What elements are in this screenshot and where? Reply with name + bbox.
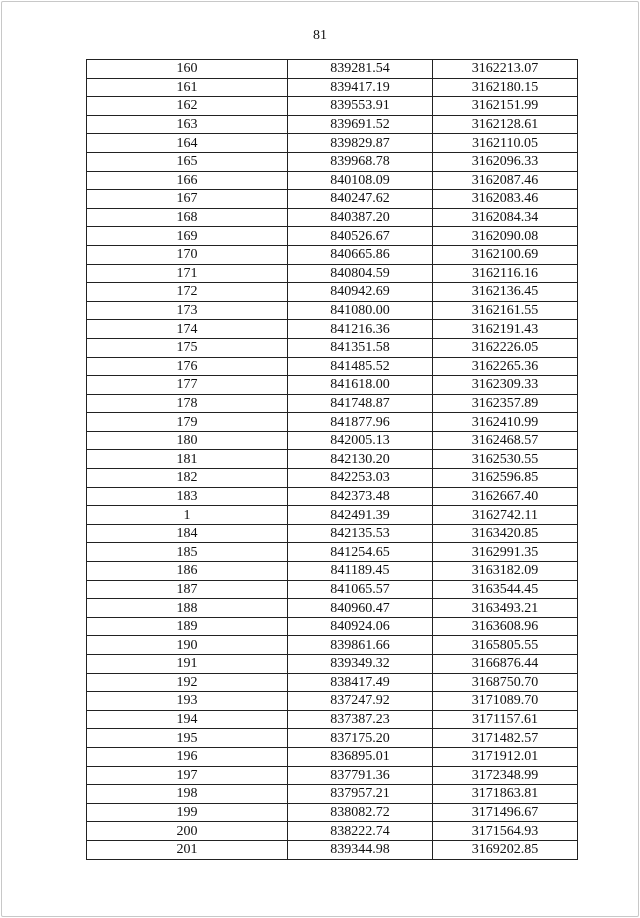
point-number-cell: 171 [87,264,288,283]
y-coordinate-cell: 3163544.45 [433,580,578,599]
table-row [87,543,578,562]
point-number-cell: 199 [87,803,288,822]
y-coordinate-cell: 3162161.55 [433,301,578,320]
table-row [87,747,578,766]
table-row [87,283,578,302]
table-row [87,208,578,227]
point-number-cell: 163 [87,115,288,134]
y-coordinate-cell: 3162265.36 [433,357,578,376]
table-row [87,115,578,134]
table-row [87,562,578,581]
point-number-cell: 170 [87,245,288,264]
point-number-cell: 168 [87,208,288,227]
y-coordinate-cell: 3162742.11 [433,506,578,525]
table-row [87,357,578,376]
point-number-cell: 179 [87,413,288,432]
point-number-cell: 174 [87,320,288,339]
y-coordinate-cell: 3171157.61 [433,710,578,729]
table-row [87,60,578,79]
x-coordinate-cell: 839349.32 [288,655,433,674]
x-coordinate-cell: 838222.74 [288,822,433,841]
x-coordinate-cell: 840247.62 [288,190,433,209]
point-number-cell: 166 [87,171,288,190]
point-number-cell: 187 [87,580,288,599]
x-coordinate-cell: 841877.96 [288,413,433,432]
point-number-cell: 1 [87,506,288,525]
table-row [87,227,578,246]
y-coordinate-cell: 3163608.96 [433,617,578,636]
point-number-cell: 172 [87,283,288,302]
table-row [87,320,578,339]
x-coordinate-cell: 840387.20 [288,208,433,227]
x-coordinate-cell: 838082.72 [288,803,433,822]
y-coordinate-cell: 3172348.99 [433,766,578,785]
point-number-cell: 193 [87,692,288,711]
x-coordinate-cell: 839553.91 [288,97,433,116]
y-coordinate-cell: 3171564.93 [433,822,578,841]
x-coordinate-cell: 838417.49 [288,673,433,692]
x-coordinate-cell: 837387.23 [288,710,433,729]
point-number-cell: 169 [87,227,288,246]
point-number-cell: 173 [87,301,288,320]
table-row [87,394,578,413]
y-coordinate-cell: 3166876.44 [433,655,578,674]
x-coordinate-cell: 842130.20 [288,450,433,469]
point-number-cell: 176 [87,357,288,376]
y-coordinate-cell: 3162530.55 [433,450,578,469]
point-number-cell: 191 [87,655,288,674]
x-coordinate-cell: 840960.47 [288,599,433,618]
point-number-cell: 175 [87,338,288,357]
table-row [87,78,578,97]
table-row [87,431,578,450]
x-coordinate-cell: 839281.54 [288,60,433,79]
page-number: 81 [313,28,327,43]
table-row [87,599,578,618]
x-coordinate-cell: 840108.09 [288,171,433,190]
y-coordinate-cell: 3162110.05 [433,134,578,153]
x-coordinate-cell: 837957.21 [288,785,433,804]
point-number-cell: 160 [87,60,288,79]
point-number-cell: 183 [87,487,288,506]
table-row [87,506,578,525]
table-row [87,450,578,469]
x-coordinate-cell: 842253.03 [288,469,433,488]
table-row [87,376,578,395]
x-coordinate-cell: 841485.52 [288,357,433,376]
point-number-cell: 200 [87,822,288,841]
x-coordinate-cell: 842373.48 [288,487,433,506]
point-number-cell: 185 [87,543,288,562]
x-coordinate-cell: 839344.98 [288,840,433,859]
table-row [87,729,578,748]
point-number-cell: 177 [87,376,288,395]
table-row [87,655,578,674]
point-number-cell: 198 [87,785,288,804]
x-coordinate-cell: 841618.00 [288,376,433,395]
table-row [87,580,578,599]
x-coordinate-cell: 842135.53 [288,524,433,543]
x-coordinate-cell: 841254.65 [288,543,433,562]
x-coordinate-cell: 840526.67 [288,227,433,246]
point-number-cell: 190 [87,636,288,655]
y-coordinate-cell: 3171089.70 [433,692,578,711]
y-coordinate-cell: 3162151.99 [433,97,578,116]
table-row [87,710,578,729]
point-number-cell: 162 [87,97,288,116]
y-coordinate-cell: 3162096.33 [433,152,578,171]
x-coordinate-cell: 837175.20 [288,729,433,748]
point-number-cell: 184 [87,524,288,543]
y-coordinate-cell: 3162084.34 [433,208,578,227]
table-row [87,785,578,804]
point-number-cell: 194 [87,710,288,729]
point-number-cell: 195 [87,729,288,748]
point-number-cell: 188 [87,599,288,618]
y-coordinate-cell: 3162596.85 [433,469,578,488]
y-coordinate-cell: 3171863.81 [433,785,578,804]
coordinate-table-body [87,60,578,860]
point-number-cell: 178 [87,394,288,413]
point-number-cell: 181 [87,450,288,469]
table-row [87,766,578,785]
y-coordinate-cell: 3162468.57 [433,431,578,450]
y-coordinate-cell: 3163420.85 [433,524,578,543]
point-number-cell: 186 [87,562,288,581]
y-coordinate-cell: 3162128.61 [433,115,578,134]
point-number-cell: 180 [87,431,288,450]
x-coordinate-cell: 841189.45 [288,562,433,581]
x-coordinate-cell: 840665.86 [288,245,433,264]
x-coordinate-cell: 841748.87 [288,394,433,413]
y-coordinate-cell: 3171482.57 [433,729,578,748]
table-row [87,264,578,283]
y-coordinate-cell: 3162090.08 [433,227,578,246]
table-row [87,245,578,264]
table-row [87,636,578,655]
point-number-cell: 182 [87,469,288,488]
x-coordinate-cell: 841065.57 [288,580,433,599]
y-coordinate-cell: 3162087.46 [433,171,578,190]
point-number-cell: 196 [87,747,288,766]
table-row [87,617,578,636]
point-number-cell: 165 [87,152,288,171]
y-coordinate-cell: 3162667.40 [433,487,578,506]
point-number-cell: 192 [87,673,288,692]
point-number-cell: 189 [87,617,288,636]
x-coordinate-cell: 842491.39 [288,506,433,525]
x-coordinate-cell: 841351.58 [288,338,433,357]
table-row [87,822,578,841]
x-coordinate-cell: 840942.69 [288,283,433,302]
table-row [87,97,578,116]
table-row [87,338,578,357]
x-coordinate-cell: 841216.36 [288,320,433,339]
y-coordinate-cell: 3162100.69 [433,245,578,264]
y-coordinate-cell: 3162116.16 [433,264,578,283]
y-coordinate-cell: 3163493.21 [433,599,578,618]
table-row [87,152,578,171]
table-row [87,840,578,859]
y-coordinate-cell: 3171912.01 [433,747,578,766]
y-coordinate-cell: 3163182.09 [433,562,578,581]
x-coordinate-cell: 842005.13 [288,431,433,450]
point-number-cell: 164 [87,134,288,153]
x-coordinate-cell: 837791.36 [288,766,433,785]
table-row [87,803,578,822]
x-coordinate-cell: 839417.19 [288,78,433,97]
x-coordinate-cell: 839691.52 [288,115,433,134]
table-row [87,134,578,153]
y-coordinate-cell: 3162226.05 [433,338,578,357]
y-coordinate-cell: 3162180.15 [433,78,578,97]
y-coordinate-cell: 3171496.67 [433,803,578,822]
x-coordinate-cell: 840924.06 [288,617,433,636]
x-coordinate-cell: 837247.92 [288,692,433,711]
coordinate-table [86,59,578,860]
point-number-cell: 201 [87,840,288,859]
table-row [87,171,578,190]
y-coordinate-cell: 3162410.99 [433,413,578,432]
x-coordinate-cell: 840804.59 [288,264,433,283]
y-coordinate-cell: 3162083.46 [433,190,578,209]
y-coordinate-cell: 3162991.35 [433,543,578,562]
point-number-cell: 167 [87,190,288,209]
y-coordinate-cell: 3162357.89 [433,394,578,413]
table-row [87,524,578,543]
x-coordinate-cell: 839829.87 [288,134,433,153]
table-row [87,673,578,692]
y-coordinate-cell: 3162309.33 [433,376,578,395]
y-coordinate-cell: 3169202.85 [433,840,578,859]
y-coordinate-cell: 3165805.55 [433,636,578,655]
point-number-cell: 197 [87,766,288,785]
x-coordinate-cell: 839968.78 [288,152,433,171]
table-row [87,469,578,488]
x-coordinate-cell: 839861.66 [288,636,433,655]
x-coordinate-cell: 836895.01 [288,747,433,766]
table-row [87,413,578,432]
table-row [87,692,578,711]
table-row [87,487,578,506]
table-row [87,301,578,320]
y-coordinate-cell: 3162136.45 [433,283,578,302]
point-number-cell: 161 [87,78,288,97]
x-coordinate-cell: 841080.00 [288,301,433,320]
y-coordinate-cell: 3168750.70 [433,673,578,692]
table-row [87,190,578,209]
y-coordinate-cell: 3162213.07 [433,60,578,79]
y-coordinate-cell: 3162191.43 [433,320,578,339]
